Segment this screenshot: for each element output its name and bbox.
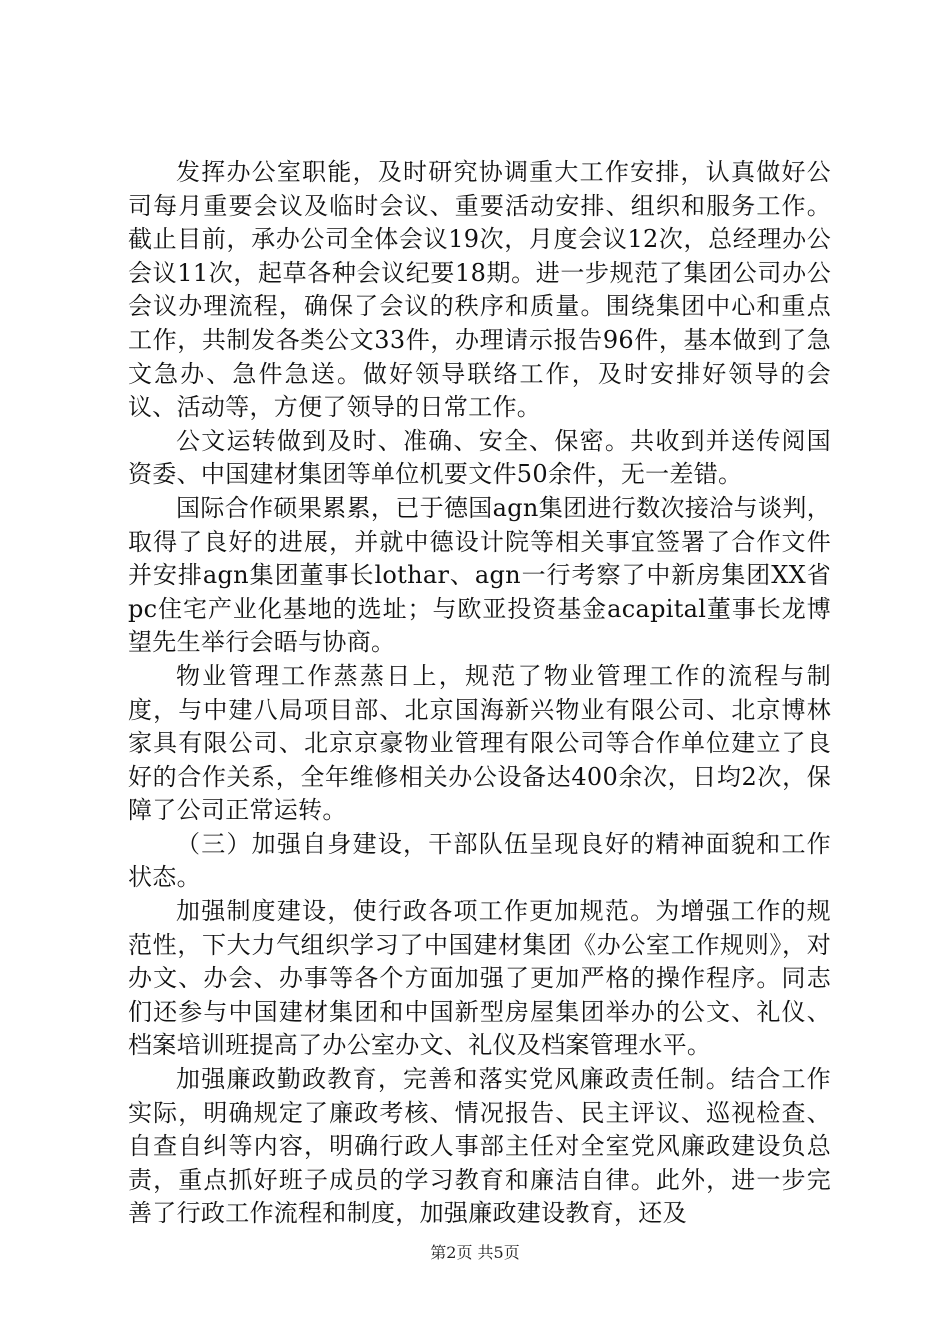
document-body: [128, 156, 831, 1231]
page-number-footer: 第2页 共5页: [430, 1243, 520, 1262]
paragraph-property-management: 物业管理工作蒸蒸日上，规范了物业管理工作的流程与制度，与中建八局项目部、北京国海新兴物业有限公司、北京博林家具有限公司、北京京豪物业管理有限公司等合作单位建立了良好的合作关系，全年维修相关办公设备达400余次，日均2次，保障了公司正常运转。: [128, 661, 831, 825]
paragraph-system-building: 加强制度建设，使行政各项工作更加规范。为增强工作的规范性，下大力气组织学习了中国建材集团《办公室工作规则》，对办文、办会、办事等各个方面加强了更加严格的操作程序。同志们还参与中国建材集团和中国新型房屋集团举办的公文、礼仪、档案培训班提高了办公室办文、礼仪及档案管理水平。: [128, 897, 831, 1060]
section-heading-self-building: （三）加强自身建设，干部队伍呈现良好的精神面貌和工作状态。: [128, 829, 831, 892]
paragraph-integrity-education: 加强廉政勤政教育，完善和落实党风廉政责任制。结合工作实际，明确规定了廉政考核、情况报告、民主评议、巡视检查、自查自纠等内容，明确行政人事部主任对全室党风廉政建设负总责，重点抓好班子成员的学习教育和廉洁自律。此外，进一步完善了行政工作流程和制度，加强廉政建设教育，还及: [128, 1065, 831, 1228]
paragraph-international-cooperation: 国际合作硕果累累，已于德国agn集团进行数次接洽与谈判，取得了良好的进展，并就中德设计院等相关事宜签署了合作文件并安排agn集团董事长lothar、agn一行考察了中新房集团XX省pc住宅产业化基地的选址；与欧亚投资基金acapital董事长龙博望先生举行会晤与协商。: [128, 493, 831, 657]
paragraph-meeting-services: 发挥办公室职能，及时研究协调重大工作安排，认真做好公司每月重要会议及临时会议、重要活动安排、组织和服务工作。截止目前，承办公司全体会议19次，月度会议12次，总经理办公会议11次，起草各种会议纪要18期。进一步规范了集团公司办公会议办理流程，确保了会议的秩序和质量。围绕集团中心和重点工作，共制发各类公文33件，办理请示报告96件，基本做到了急文急办、急件急送。做好领导联络工作，及时安排好领导的会议、活动等，方便了领导的日常工作。: [128, 158, 831, 422]
paragraph-document-circulation: 公文运转做到及时、准确、安全、保密。共收到并送传阅国资委、中国建材集团等单位机要文件50余件，无一差错。: [128, 426, 831, 489]
